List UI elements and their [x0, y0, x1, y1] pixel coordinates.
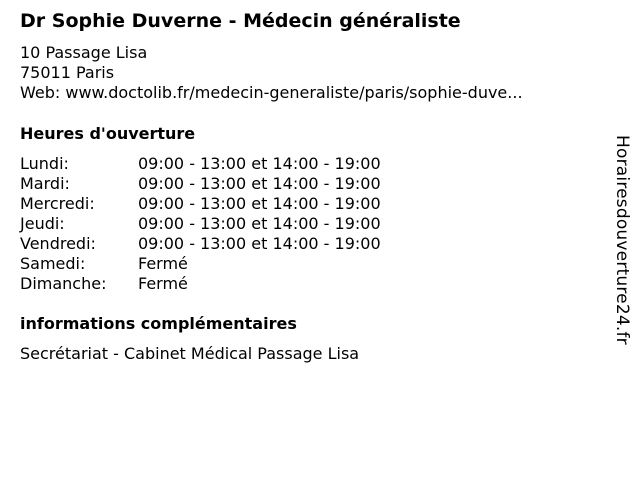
hours-row-vendredi	[20, 234, 381, 254]
info-text: Secrétariat - Cabinet Médical Passage Lisa	[20, 344, 360, 363]
address-block	[20, 43, 523, 103]
site-watermark: Horairesdouverture24.fr	[612, 135, 632, 345]
time-value: 09:00 - 13:00 et 14:00 - 19:00	[138, 154, 381, 173]
day-label: Dimanche:	[20, 274, 107, 293]
address-city: 75011 Paris	[20, 63, 115, 82]
hours-row-mercredi	[20, 194, 381, 214]
day-label: Mardi:	[20, 174, 70, 193]
opening-hours-list	[20, 154, 381, 294]
hours-row-jeudi	[20, 214, 381, 234]
day-label: Samedi:	[20, 254, 86, 273]
time-value: 09:00 - 13:00 et 14:00 - 19:00	[138, 214, 381, 233]
time-value: Fermé	[138, 274, 188, 293]
time-value: 09:00 - 13:00 et 14:00 - 19:00	[138, 234, 381, 253]
info-heading: informations complémentaires	[20, 314, 297, 333]
day-label: Mercredi:	[20, 194, 95, 213]
website-line: Web: www.doctolib.fr/medecin-generaliste/paris/sophie-duve...	[20, 83, 523, 102]
time-value: Fermé	[138, 254, 188, 273]
time-value: 09:00 - 13:00 et 14:00 - 19:00	[138, 194, 381, 213]
hours-row-dimanche	[20, 274, 381, 294]
address-street: 10 Passage Lisa	[20, 43, 148, 62]
day-label: Jeudi:	[20, 214, 65, 233]
day-label: Vendredi:	[20, 234, 96, 253]
hours-row-lundi	[20, 154, 381, 174]
page-title: Dr Sophie Duverne - Médecin généraliste	[20, 10, 461, 32]
hours-row-mardi	[20, 174, 381, 194]
time-value: 09:00 - 13:00 et 14:00 - 19:00	[138, 174, 381, 193]
hours-heading: Heures d'ouverture	[20, 124, 196, 143]
day-label: Lundi:	[20, 154, 69, 173]
hours-row-samedi	[20, 254, 381, 274]
